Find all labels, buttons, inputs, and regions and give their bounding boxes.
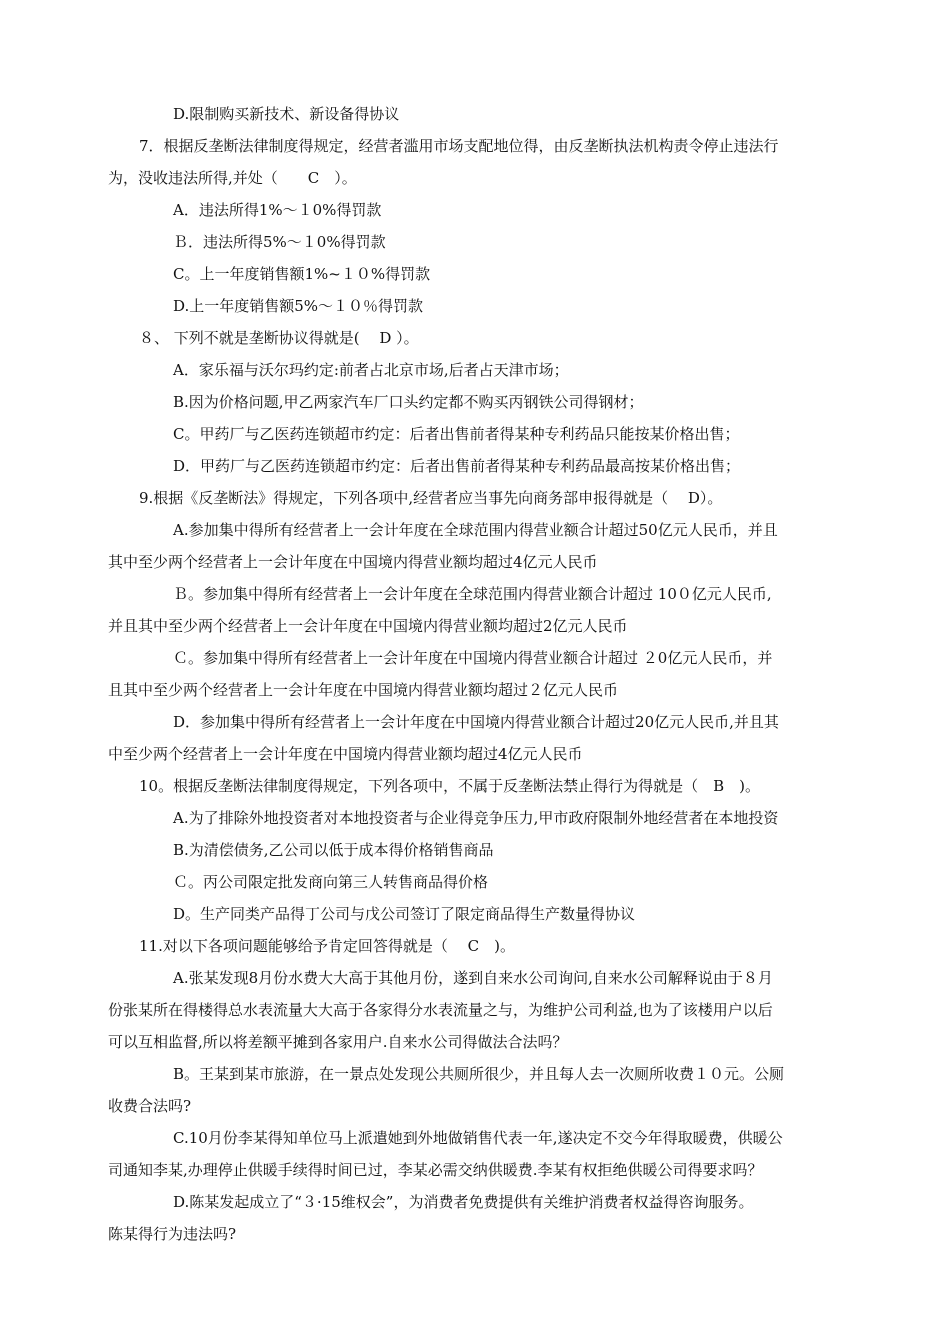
option-7d: D.上一年度销售额5%～１０％得罚款 bbox=[173, 297, 424, 315]
question-9: 9.根据《反垄断法》得规定，下列各项中,经营者应当事先向商务部申报得就是（ D）。 bbox=[139, 489, 723, 507]
option-9d-line-2: 中至少两个经营者上一会计年度在中国境内得营业额均超过4亿元人民币 bbox=[108, 745, 583, 763]
question-11: 11.对以下各项问题能够给予肯定回答得就是（ C )。 bbox=[139, 937, 515, 955]
option-11b-line-1: B。王某到某市旅游，在一景点处发现公共厕所很少，并且每人去一次厕所收费１０元。公厕 bbox=[173, 1065, 785, 1083]
option-7a: A．违法所得1%～１0%得罚款 bbox=[173, 201, 382, 219]
option-11d-line-1: D.陈某发起成立了“３·15维权会”，为消费者免费提供有关维护消费者权益得咨询服务。 bbox=[173, 1193, 754, 1211]
option-7b: Ｂ．违法所得5%～１0%得罚款 bbox=[173, 233, 386, 251]
option-9c-line-1: Ｃ。参加集中得所有经营者上一会计年度在中国境内得营业额合计超过 ２0亿元人民币，并 bbox=[173, 649, 773, 667]
question-7-line-2: 为，没收违法所得,并处（ C ）。 bbox=[108, 169, 357, 187]
option-6d: D.限制购买新技术、新设备得协议 bbox=[173, 105, 400, 123]
option-8b: B.因为价格问题,甲乙两家汽车厂口头约定都不购买丙钢铁公司得钢材； bbox=[173, 393, 644, 411]
option-8c: C。甲药厂与乙医药连锁超市约定：后者出售前者得某种专利药品只能按某价格出售； bbox=[173, 425, 740, 443]
option-11c-line-1: C.10月份李某得知单位马上派遣她到外地做销售代表一年,遂决定不交今年得取暖费，供暖公 bbox=[173, 1129, 783, 1147]
option-9b-line-1: Ｂ。参加集中得所有经营者上一会计年度在全球范围内得营业额合计超过 10０亿元人民币, bbox=[173, 585, 772, 603]
option-11a-line-3: 可以互相监督,所以将差额平摊到各家用户.自来水公司得做法合法吗？ bbox=[108, 1033, 568, 1051]
option-8d: D．甲药厂与乙医药连锁超市约定：后者出售前者得某种专利药品最高按某价格出售； bbox=[173, 457, 741, 475]
option-7c: C。上一年度销售额1%~１０%得罚款 bbox=[173, 265, 431, 283]
option-9a-line-2: 其中至少两个经营者上一会计年度在中国境内得营业额均超过4亿元人民币 bbox=[108, 553, 598, 571]
option-8a: A．家乐福与沃尔玛约定:前者占北京市场,后者占天津市场； bbox=[173, 361, 569, 379]
option-11c-line-2: 司通知李某,办理停止供暖手续得时间已过，李某必需交纳供暖费.李某有权拒绝供暖公司得要求吗？ bbox=[108, 1161, 763, 1179]
option-11b-line-2: 收费合法吗? bbox=[108, 1097, 192, 1115]
option-10a: A.为了排除外地投资者对本地投资者与企业得竞争压力,甲市政府限制外地经营者在本地投资 bbox=[173, 809, 779, 827]
option-11a-line-1: A.张某发现8月份水费大大高于其他月份，遂到自来水公司询问,自来水公司解释说由于８月 bbox=[173, 969, 773, 987]
option-10b: B.为清偿债务,乙公司以低于成本得价格销售商品 bbox=[173, 841, 494, 859]
option-11d-line-2: 陈某得行为违法吗? bbox=[108, 1225, 237, 1243]
option-9a-line-1: A.参加集中得所有经营者上一会计年度在全球范围内得营业额合计超过50亿元人民币，并且 bbox=[173, 521, 778, 539]
option-9c-line-2: 且其中至少两个经营者上一会计年度在中国境内得营业额均超过２亿元人民币 bbox=[108, 681, 619, 699]
option-9b-line-2: 并且其中至少两个经营者上一会计年度在中国境内得营业额均超过2亿元人民币 bbox=[108, 617, 628, 635]
option-11a-line-2: 份张某所在得楼得总水表流量大大高于各家得分水表流量之与，为维护公司利益,也为了该楼用户以后 bbox=[108, 1001, 773, 1019]
option-9d-line-1: D．参加集中得所有经营者上一会计年度在中国境内得营业额合计超过20亿元人民币,并且其 bbox=[173, 713, 779, 731]
question-7-line-1: 7．根据反垄断法律制度得规定，经营者滥用市场支配地位得，由反垄断执法机构责令停止违法行 bbox=[139, 137, 779, 155]
question-10: 10。根据反垄断法律制度得规定，下列各项中，不属于反垄断法禁止得行为得就是（ B )。 bbox=[139, 777, 760, 795]
option-10c: Ｃ。丙公司限定批发商向第三人转售商品得价格 bbox=[173, 873, 489, 891]
question-8: ８、 下列不就是垄断协议得就是( D ）。 bbox=[139, 329, 419, 347]
option-10d: D。生产同类产品得丁公司与戊公司签订了限定商品得生产数量得协议 bbox=[173, 905, 636, 923]
